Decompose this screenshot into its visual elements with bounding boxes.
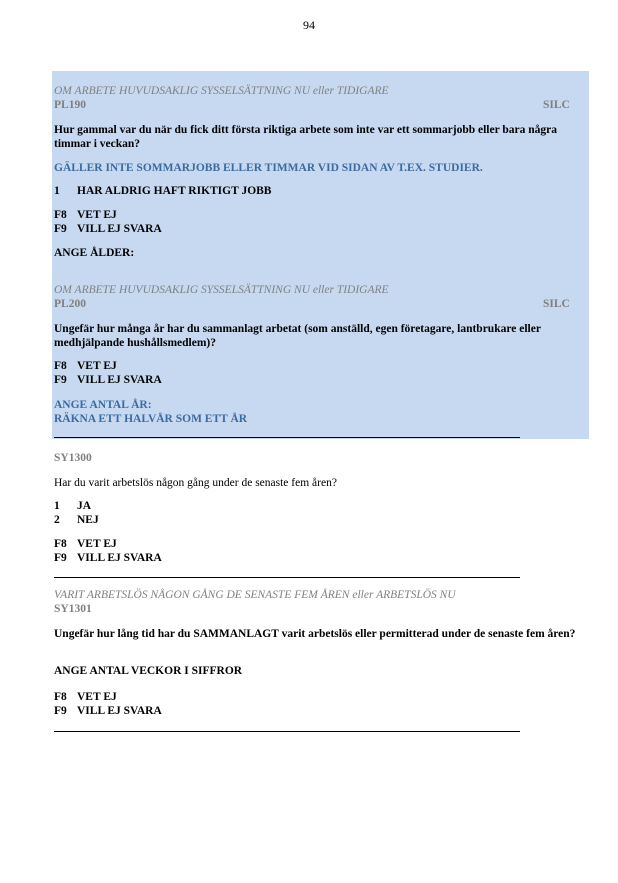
pl190-code: PL190	[54, 99, 86, 111]
sy1300-option-1: 1 JA	[54, 500, 92, 512]
sy1301-answer-label: ANGE ANTAL VECKOR I SIFFROR	[54, 665, 243, 677]
pl190-option-f8: F8 VET EJ	[54, 209, 117, 221]
sy1301-option-f9: F9 VILL EJ SVARA	[54, 705, 162, 717]
pl200-instruction-count: ANGE ANTAL ÅR:	[54, 399, 152, 411]
pl200-instruction-halfyear: RÄKNA ETT HALVÅR SOM ETT ÅR	[54, 413, 248, 425]
sy1301-question: Ungefär hur lång tid har du SAMMANLAGT varit arbetslös eller permitterad under de senaste fem åren?	[54, 628, 576, 640]
sy1301-option-f8: F8 VET EJ	[54, 691, 117, 703]
pl200-condition: OM ARBETE HUVUDSAKLIG SYSSELSÄTTNING NU eller TIDIGARE	[54, 284, 389, 296]
pl190-source: SILC	[543, 99, 570, 111]
pl190-question: Hur gammal var du när du fick ditt första riktiga arbete som inte var ett sommarjobb eller bara några timmar i veckan?	[54, 124, 557, 150]
page-number: 94	[303, 18, 315, 32]
pl190-condition: OM ARBETE HUVUDSAKLIG SYSSELSÄTTNING NU eller TIDIGARE	[54, 85, 389, 97]
pl200-option-f9: F9 VILL EJ SVARA	[54, 374, 162, 386]
pl190-option-f9: F9 VILL EJ SVARA	[54, 223, 162, 235]
pl200-question: Ungefär hur många år har du sammanlagt arbetat (som anställd, egen företagare, lantbrukare eller medhjälpande hushållsmedlem)?	[54, 323, 541, 349]
pl200-code: PL200	[54, 298, 86, 310]
pl200-source: SILC	[543, 298, 570, 310]
pl200-option-f8: F8 VET EJ	[54, 360, 117, 372]
sy1300-question: Har du varit arbetslös någon gång under de senaste fem åren?	[54, 477, 337, 489]
sy1300-option-2: 2 NEJ	[54, 514, 99, 526]
sy1301-condition: VARIT ARBETSLÖS NÅGON GÅNG DE SENASTE FEM ÅREN eller ARBETSLÖS NU	[54, 589, 456, 601]
pl190-instruction: GÄLLER INTE SOMMARJOBB ELLER TIMMAR VID SIDAN AV T.EX. STUDIER.	[54, 162, 483, 174]
pl190-option-1: 1 HAR ALDRIG HAFT RIKTIGT JOBB	[54, 185, 272, 197]
section-divider	[54, 437, 520, 438]
sy1300-option-f8: F8 VET EJ	[54, 538, 117, 550]
sy1300-option-f9: F9 VILL EJ SVARA	[54, 552, 162, 564]
section-divider	[54, 731, 520, 732]
pl190-answer-label: ANGE ÅLDER:	[54, 247, 135, 259]
sy1301-code: SY1301	[54, 603, 92, 615]
sy1300-code: SY1300	[54, 452, 92, 464]
section-divider	[54, 577, 520, 578]
